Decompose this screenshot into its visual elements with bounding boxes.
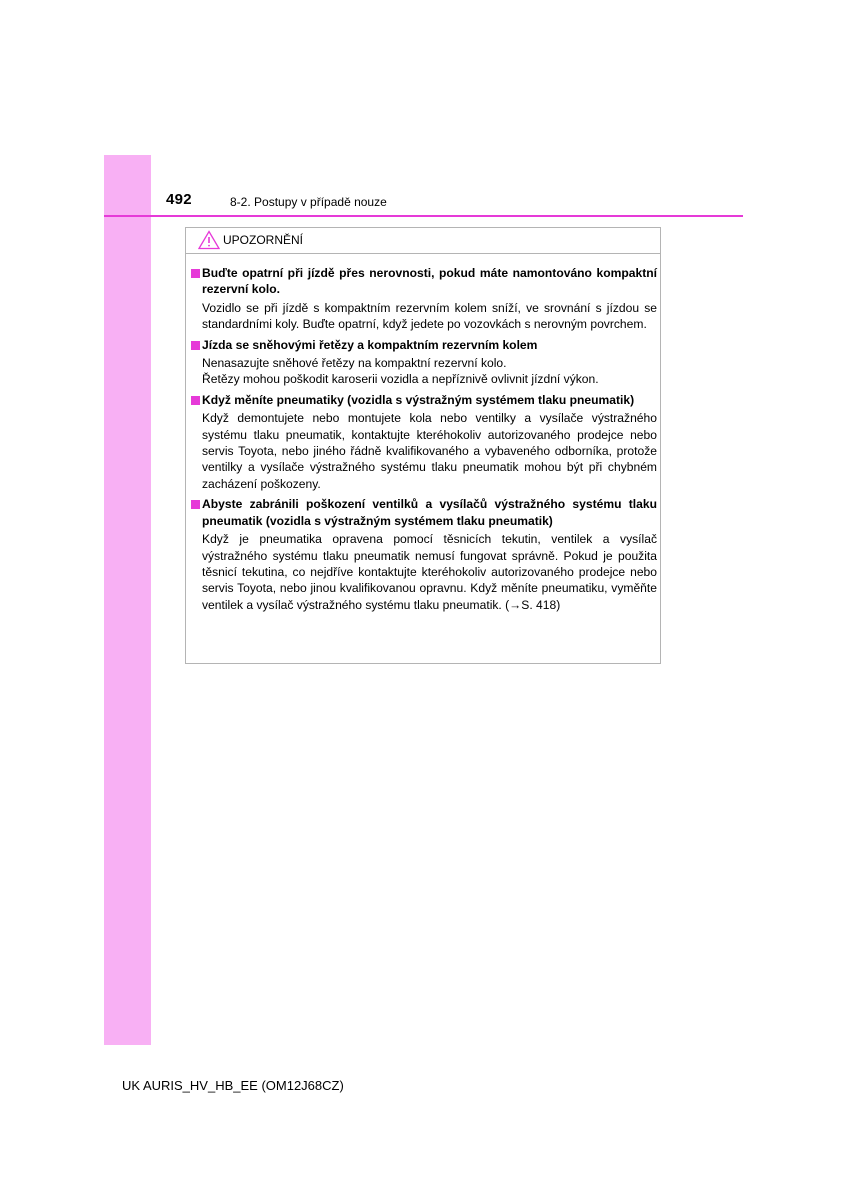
warning-item-text: Když demontujete nebo montujete kola nebo ventilky a vysílače výstražného systému tlaku pneumatik, kontaktujte kteréhokoliv autorizovaného prodejce nebo servis Toyota, nebo jiného řádně kvalifikovaného a vybaveného odborníka, protože ventilky a vysílače výstražného systému tlaku pneumatik mohou být při chybném zacházení poškozeny. xyxy=(202,411,657,491)
warning-body xyxy=(189,265,657,613)
square-bullet-icon xyxy=(191,500,200,509)
footer-document-code: UK AURIS_HV_HB_EE (OM12J68CZ) xyxy=(122,1078,344,1093)
warning-triangle-icon xyxy=(198,230,220,255)
square-bullet-icon xyxy=(191,396,200,405)
warning-item xyxy=(189,337,657,388)
warning-item xyxy=(189,265,657,333)
warning-item-title: Buďte opatrní při jízdě přes nerovnosti, pokud máte namontováno kompaktní rezervní kolo. xyxy=(202,266,657,297)
warning-item-text: Nenasazujte sněhové řetězy na kompaktní rezervní kolo. xyxy=(202,356,507,371)
warning-item-text: Když je pneumatika opravena pomocí těsnicích tekutin, ventilek a vysílač výstražného systému tlaku pneumatik nemusí fungovat správně. Pokud je použita těsnicí tekutina, co nejdříve kontaktujte kteréhokoliv autorizovaného prodejce nebo servis Toyota, nebo jinou kvalifikovanou opravnu. Když měníte pneumatiku, vyměňte ventilek a vysílač výstražného systému tlaku pneumatik. (→S. 418) xyxy=(202,532,657,612)
warning-item-text: Vozidlo se při jízdě s kompaktním rezervním kolem sníží, ve srovnání s jízdou se standardními koly. Buďte opatrní, když jedete po vozovkách s nerovným povrchem. xyxy=(202,300,657,332)
warning-label: UPOZORNĚNÍ xyxy=(223,233,304,247)
square-bullet-icon xyxy=(191,269,200,278)
square-bullet-icon xyxy=(191,341,200,350)
warning-header xyxy=(186,228,660,254)
page-number: 492 xyxy=(166,191,192,208)
side-color-tab xyxy=(104,155,151,1045)
section-title: 8-2. Postupy v případě nouze xyxy=(230,195,387,209)
header-rule xyxy=(104,215,743,217)
warning-item-title: Abyste zabránili poškození ventilků a vysílačů výstražného systému tlaku pneumatik (vozidla s výstražným systémem tlaku pneumatik) xyxy=(202,497,657,528)
warning-item-text: Řetězy mohou poškodit karoserii vozidla a nepříznivě ovlivnit jízdní výkon. xyxy=(202,372,599,387)
warning-item-title: Když měníte pneumatiky (vozidla s výstražným systémem tlaku pneumatik) xyxy=(202,392,635,407)
warning-item-title: Jízda se sněhovými řetězy a kompaktním rezervním kolem xyxy=(202,337,538,352)
warning-item xyxy=(189,392,657,492)
warning-item xyxy=(189,496,657,613)
warning-box xyxy=(185,227,661,664)
